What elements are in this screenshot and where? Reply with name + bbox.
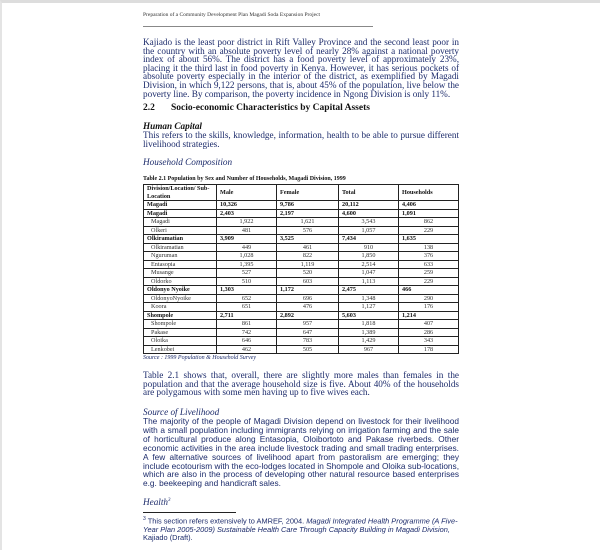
- value-cell: 1,303: [217, 286, 277, 295]
- location-cell: Oldorko: [144, 277, 217, 286]
- value-cell: 822: [277, 252, 339, 261]
- value-cell: 481: [217, 226, 277, 235]
- value-cell: 376: [399, 252, 459, 261]
- table-row: [144, 226, 459, 235]
- value-cell: 178: [399, 345, 459, 354]
- value-cell: 5,603: [339, 311, 399, 320]
- table-caption: Table 2.1 Population by Sex and Number of Households, Magadi Division, 1999: [143, 176, 346, 182]
- value-cell: 1,429: [339, 337, 399, 346]
- running-header: Preparation of a Community Development Plan Magadi Soda Expansion Project: [143, 12, 321, 18]
- table-row: [144, 277, 459, 286]
- livelihood-text: The majority of the people of Magadi Division depend on livestock for their livelihood with a small population including immigrants relying on irrigation farming and the sale of horticultural produce along Entasopia, Oloibortoto and Pakase riverbeds. Other economic activities in the area include livestock trading and small trading enterprises. A few alternative sources of livelihood apart from pastoralism are emerging; they include ecotourism with the eco-lodges located in Shompole and Oloika sub-locations, which are also in the process of developing other natural resource based enterprises e.g. beekeeping and handicraft sales.: [143, 416, 459, 489]
- table-row: [144, 252, 459, 261]
- value-cell: 1,621: [277, 218, 339, 227]
- value-cell: 1,057: [339, 226, 399, 235]
- location-cell: Nguruman: [144, 252, 217, 261]
- value-cell: 1,028: [217, 252, 277, 261]
- location-cell: Oloika: [144, 337, 217, 346]
- value-cell: 1,635: [399, 235, 459, 244]
- value-cell: 1,091: [399, 209, 459, 218]
- value-cell: 9,786: [277, 201, 339, 210]
- human-capital-text: This refers to the skills, knowledge, information, health to be able to pursue different livelihood strategies.: [143, 130, 459, 149]
- column-header: Division/Location/ Sub-Location: [144, 185, 217, 201]
- value-cell: 1,348: [339, 294, 399, 303]
- value-cell: 290: [399, 294, 459, 303]
- value-cell: 462: [217, 345, 277, 354]
- section-number: 2.2: [143, 103, 155, 113]
- table-row: [144, 337, 459, 346]
- value-cell: 646: [217, 337, 277, 346]
- health-title: Health: [143, 497, 169, 507]
- value-cell: 527: [217, 269, 277, 278]
- value-cell: 576: [277, 226, 339, 235]
- value-cell: 2,403: [217, 209, 277, 218]
- value-cell: 1,850: [339, 252, 399, 261]
- location-cell: Koora: [144, 303, 217, 312]
- table-row: [144, 286, 459, 295]
- value-cell: 910: [339, 243, 399, 252]
- value-cell: 466: [399, 286, 459, 295]
- value-cell: 1,214: [399, 311, 459, 320]
- footnote: [143, 515, 459, 543]
- value-cell: 1,127: [339, 303, 399, 312]
- column-header: Total: [339, 185, 399, 201]
- value-cell: 343: [399, 337, 459, 346]
- table-source: Source : 1999 Population & Household Survey: [143, 355, 257, 361]
- column-header: Female: [277, 185, 339, 201]
- section-title: Socio-economic Characteristics by Capital Assets: [171, 103, 370, 113]
- table-row: [144, 269, 459, 278]
- value-cell: 1,389: [339, 328, 399, 337]
- value-cell: 862: [399, 218, 459, 227]
- value-cell: 2,892: [277, 311, 339, 320]
- location-cell: Entasopia: [144, 260, 217, 269]
- table-row: [144, 218, 459, 227]
- location-cell: Shompole: [144, 320, 217, 329]
- value-cell: 696: [277, 294, 339, 303]
- section-heading: [143, 103, 459, 113]
- footnote-lead: This section refers extensively to AMREF, 2004.: [145, 516, 307, 526]
- value-cell: 2,711: [217, 311, 277, 320]
- location-cell: Oldonyo Nyoike: [144, 286, 217, 295]
- human-capital-heading: Human Capital: [143, 121, 202, 131]
- value-cell: 2,197: [277, 209, 339, 218]
- household-heading: Household Composition: [143, 157, 233, 167]
- value-cell: 7,434: [339, 235, 399, 244]
- value-cell: 4,406: [399, 201, 459, 210]
- value-cell: 1,047: [339, 269, 399, 278]
- value-cell: 957: [277, 320, 339, 329]
- footnote-title: Magadi Integrated Health Programme (A Five-Year Plan 2005-2009) Sustainable Health Care Through Capacity Building in Magadi Division,: [143, 516, 458, 534]
- value-cell: 20,112: [339, 201, 399, 210]
- location-cell: Musange: [144, 269, 217, 278]
- value-cell: 633: [399, 260, 459, 269]
- location-cell: Olkiramatian: [144, 243, 217, 252]
- population-table: [143, 184, 459, 354]
- table-row: [144, 320, 459, 329]
- location-cell: Olkeri: [144, 226, 217, 235]
- value-cell: 1,172: [277, 286, 339, 295]
- value-cell: 2,514: [339, 260, 399, 269]
- value-cell: 407: [399, 320, 459, 329]
- value-cell: 4,600: [339, 209, 399, 218]
- value-cell: 967: [339, 345, 399, 354]
- table-row: [144, 303, 459, 312]
- location-cell: Lenkobei: [144, 345, 217, 354]
- value-cell: 1,119: [277, 260, 339, 269]
- value-cell: 10,326: [217, 201, 277, 210]
- value-cell: 286: [399, 328, 459, 337]
- table-row: [144, 345, 459, 354]
- value-cell: 1,818: [339, 320, 399, 329]
- value-cell: 476: [277, 303, 339, 312]
- column-header: Male: [217, 185, 277, 201]
- table-row: [144, 260, 459, 269]
- value-cell: 229: [399, 226, 459, 235]
- value-cell: 861: [217, 320, 277, 329]
- value-cell: 1,113: [339, 277, 399, 286]
- value-cell: 652: [217, 294, 277, 303]
- value-cell: 461: [277, 243, 339, 252]
- location-cell: Magadi: [144, 209, 217, 218]
- footnote-rule: [143, 512, 236, 513]
- table-row: [144, 235, 459, 244]
- value-cell: 229: [399, 277, 459, 286]
- location-cell: Olkiramatian: [144, 235, 217, 244]
- location-cell: Magadi: [144, 218, 217, 227]
- value-cell: 3,525: [277, 235, 339, 244]
- value-cell: 742: [217, 328, 277, 337]
- location-cell: Pakase: [144, 328, 217, 337]
- value-cell: 2,475: [339, 286, 399, 295]
- location-cell: OldonyoNyoike: [144, 294, 217, 303]
- footnote-ref: 3: [168, 497, 171, 503]
- footnote-mark: 3: [143, 516, 146, 522]
- table-row: [144, 209, 459, 218]
- value-cell: 651: [217, 303, 277, 312]
- table-row: [144, 243, 459, 252]
- column-header: Households: [399, 185, 459, 201]
- value-cell: 3,543: [339, 218, 399, 227]
- value-cell: 603: [277, 277, 339, 286]
- livelihood-heading: Source of Livelihood: [143, 407, 220, 417]
- table-row: [144, 311, 459, 320]
- value-cell: 510: [217, 277, 277, 286]
- value-cell: 520: [277, 269, 339, 278]
- footnote-tail: Kajiado (Draft).: [143, 533, 193, 543]
- value-cell: 138: [399, 243, 459, 252]
- value-cell: 449: [217, 243, 277, 252]
- location-cell: Shompole: [144, 311, 217, 320]
- table-header-row: [144, 185, 459, 201]
- intro-paragraph: Kajiado is the least poor district in Rift Valley Province and the second least poor in the country with an absolute poverty level of nearly 28% against a national poverty index of about 56%. The district has a food poverty level of approximately 23%, placing it the third last in food poverty in Kenya. However, it has serious pockets of absolute poverty especially in the interior of the district, as exemplified by Magadi Division, in which 9,122 persons, that is, about 45% of the population, live below the poverty line. By comparison, the poverty incidence in Ngong Division is only 11%.: [143, 37, 459, 99]
- table-row: [144, 201, 459, 210]
- value-cell: 3,909: [217, 235, 277, 244]
- location-cell: Magadi: [144, 201, 217, 210]
- value-cell: 647: [277, 328, 339, 337]
- value-cell: 783: [277, 337, 339, 346]
- health-heading: [143, 497, 459, 507]
- value-cell: 176: [399, 303, 459, 312]
- value-cell: 259: [399, 269, 459, 278]
- header-rule: [143, 26, 373, 27]
- value-cell: 1,395: [217, 260, 277, 269]
- table-row: [144, 294, 459, 303]
- value-cell: 1,922: [217, 218, 277, 227]
- table-row: [144, 328, 459, 337]
- table-summary-paragraph: Table 2.1 shows that, overall, there are slightly more males than females in the population and that the average household size is five. About 40% of the households are polygamous with some men having up to five wives each.: [143, 370, 459, 398]
- value-cell: 505: [277, 345, 339, 354]
